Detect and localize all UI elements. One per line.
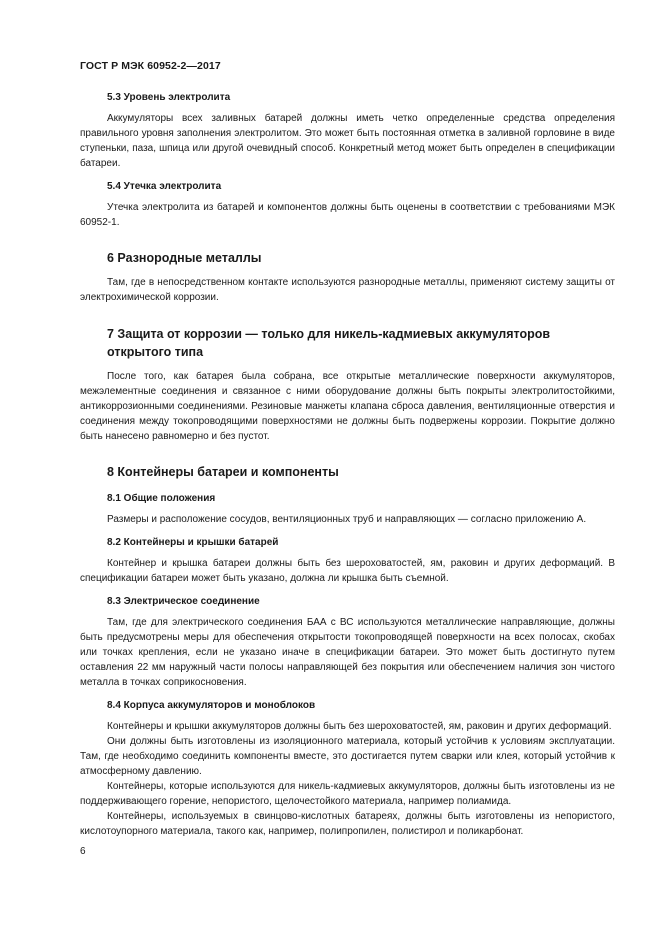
section-8-4-title: 8.4 Корпуса аккумуляторов и моноблоков — [107, 700, 316, 711]
section-8-3-title: 8.3 Электрическое соединение — [107, 596, 260, 607]
section-8-1-title: 8.1 Общие положения — [107, 493, 216, 504]
section-8-4-text-2: Они должны быть изготовлены из изоляционного материала, который устойчив к условиям эксплуатации. Там, где необходимо соединить компоненты вместе, это достигается путем сварки или клея, который устойчив к атмосферному давлению. — [80, 736, 615, 777]
section-6-title: 6 Разнородные металлы — [107, 251, 262, 265]
section-8-2-title: 8.2 Контейнеры и крышки батарей — [107, 537, 279, 548]
section-8-3-text: Там, где для электрического соединения БАА с ВС используются металлические направляющие, должны быть предусмотрены меры для обеспечения открытости токопроводящей поверхности на всех полосах, скобах или точках крепления, если не указано иначе в спецификации батареи. Это может быть достигнуто путем оставления 22 мм наружный части полосы направляющей без покрытия или обеспечением наличия зон чистого металла в точках соприкосновения. — [80, 617, 615, 688]
section-8-1-text: Размеры и расположение сосудов, вентиляционных труб и направляющих — согласно приложению А. — [107, 514, 587, 525]
section-8-title: 8 Контейнеры батареи и компоненты — [107, 465, 339, 479]
section-5-3-text: Аккумуляторы всех заливных батарей должны иметь четко определенные средства определения правильного уровня заполнения электролитом. Это может быть постоянная отметка в заливной горловине в виде ступеньки, паза, шпица или другой очевидный способ. Конкретный метод может быть определен в спецификации батареи. — [80, 113, 615, 169]
section-6-text: Там, где в непосредственном контакте используются разнородные металлы, применяют систему защиты от электрохимической коррозии. — [80, 277, 615, 303]
section-8-4-text-4: Контейнеры, используемых в свинцово-кислотных батареях, должны быть изготовлены из непористого, кислотоупорного материала, такого как, например, полипропилен, полистирол и поликарбонат. — [80, 811, 615, 837]
section-8-4-text-3: Контейнеры, которые используются для никель-кадмиевых аккумуляторов, должны быть изготовлены из не поддерживающего горение, непористого, щелочестойкого материала, например полиамида. — [80, 781, 615, 807]
section-5-3-title: 5.3 Уровень электролита — [107, 92, 231, 103]
page-content — [80, 92, 615, 839]
section-8-2-text: Контейнер и крышка батареи должны быть без шероховатостей, ям, раковин и других деформаций. В спецификации батареи может быть указано, должна ли крышка быть съемной. — [80, 558, 615, 584]
section-7-title — [107, 325, 615, 361]
section-7-text: После того, как батарея была собрана, все открытые металлические поверхности аккумуляторов, межэлементные соединения и связанное с ними оборудование должны быть покрыты электролитостойкими, антикоррозионными соединениями. Резиновые манжеты клапана сброса давления, вентиляционные отверстия и соединения между токопроводящими поверхностями не должны быть подвержены коррозии. Покрытие должно быть нанесено равномерно и без пустот. — [80, 371, 615, 442]
section-7-title-line2: открытого типа — [107, 345, 204, 359]
section-5-4-title: 5.4 Утечка электролита — [107, 181, 222, 192]
section-7-title-line1: 7 Защита от коррозии — только для никель-кадмиевых аккумуляторов — [107, 327, 551, 341]
page-number: 6 — [80, 846, 86, 857]
standard-header: ГОСТ Р МЭК 60952-2—2017 — [80, 60, 221, 72]
section-8-4-text-1: Контейнеры и крышки аккумуляторов должны быть без шероховатостей, ям, раковин и других деформаций. — [107, 721, 612, 732]
section-5-4-text: Утечка электролита из батарей и компонентов должны быть оценены в соответствии с требованиями МЭК 60952-1. — [80, 202, 615, 228]
